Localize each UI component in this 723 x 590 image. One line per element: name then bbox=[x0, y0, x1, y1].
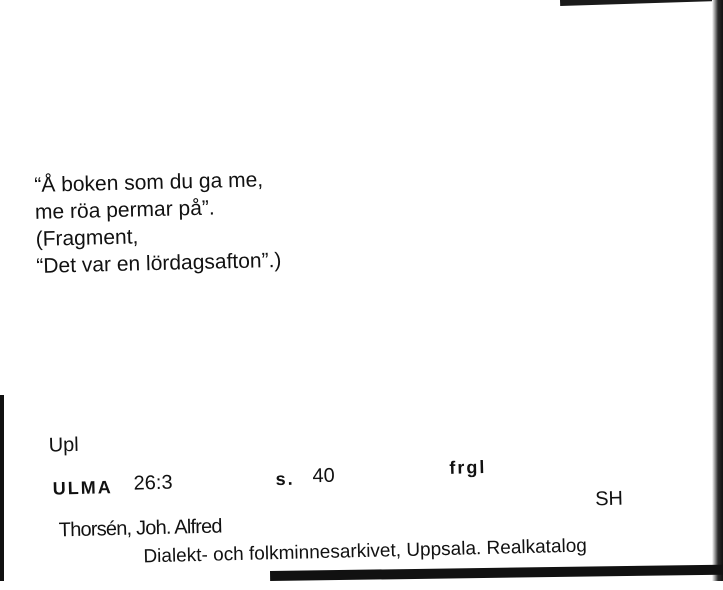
informant-name: Thorsén, Joh. Alfred bbox=[58, 515, 223, 542]
poem-line: (Fragment, bbox=[35, 225, 139, 251]
poem-line: “Det var en lördagsafton”.) bbox=[36, 248, 282, 278]
genre-code: frgl bbox=[449, 456, 487, 478]
page-label: s. bbox=[275, 468, 295, 490]
poem-text bbox=[34, 166, 282, 280]
page-number: 40 bbox=[312, 464, 336, 488]
signature-initials: SH bbox=[594, 487, 624, 511]
poem-line: me röa permar på”. bbox=[34, 196, 215, 224]
institution-footer: Dialekt- och folkminnesarkivet, Uppsala. Realkatalog bbox=[143, 535, 588, 568]
archive-number: 26:3 bbox=[133, 471, 173, 495]
region-label: Upl bbox=[48, 433, 79, 457]
archive-code: ULMA bbox=[52, 477, 113, 499]
poem-line: “Å boken som du ga me, bbox=[34, 168, 264, 197]
